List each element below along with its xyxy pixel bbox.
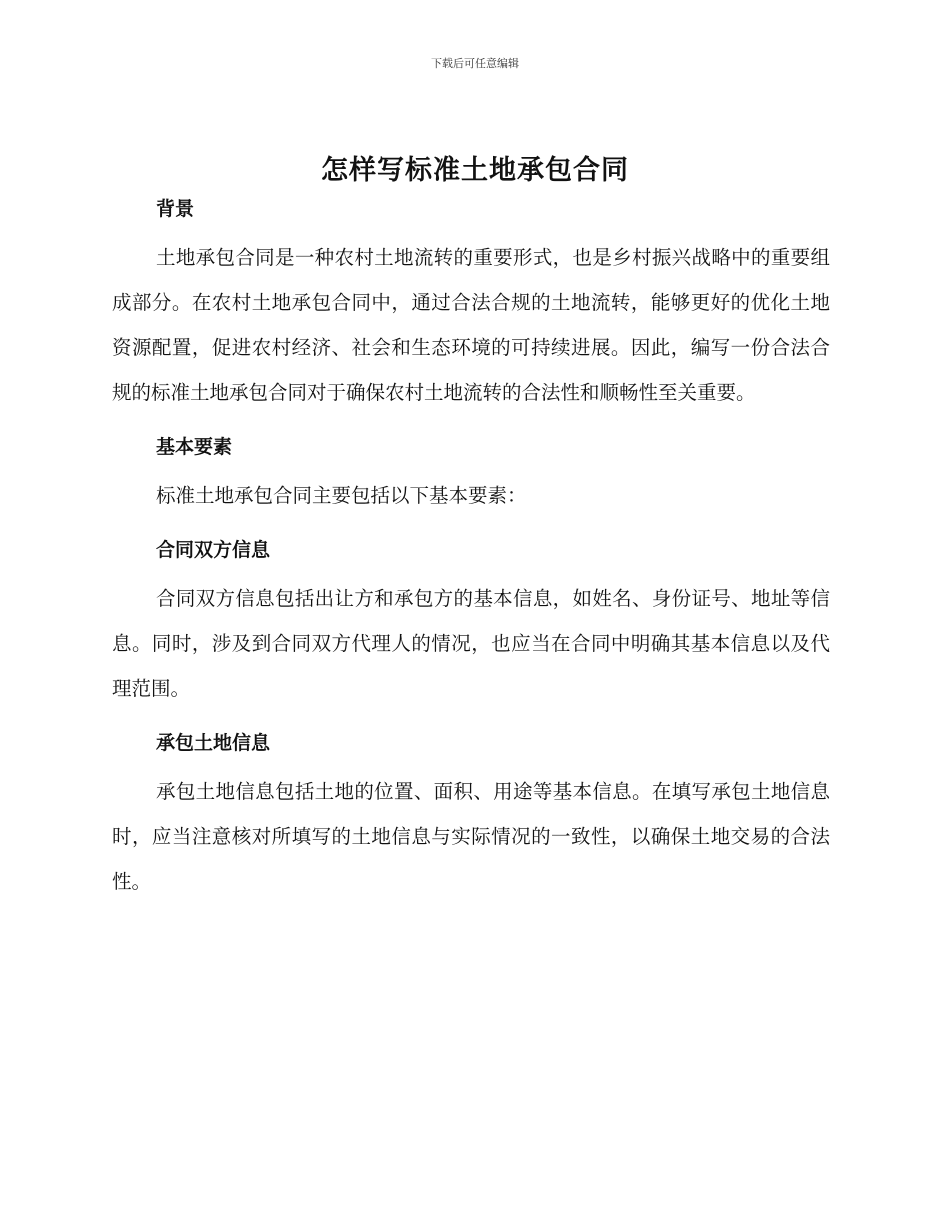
paragraph-background: 土地承包合同是一种农村土地流转的重要形式，也是乡村振兴战略中的重要组成部分。在农村土地承包合同中，通过合法合规的土地流转，能够更好的优化土地资源配置，促进农村经济、社会和生态环境的可持续进展。因此，编写一份合法合规的标准土地承包合同对于确保农村土地流转的合法性和顺畅性至关重要。 [112, 246, 830, 404]
section-heading-background: 背景 [156, 198, 195, 220]
document-body [112, 195, 830, 904]
header-note: 下载后可任意编辑 [431, 57, 519, 70]
paragraph-basic-elements: 标准土地承包合同主要包括以下基本要素： [156, 484, 527, 507]
paragraph-land-info: 承包土地信息包括土地的位置、面积、用途等基本信息。在填写承包土地信息时，应当注意核对所填写的土地信息与实际情况的一致性，以确保土地交易的合法性。 [112, 780, 830, 893]
section-heading-land-info: 承包土地信息 [156, 732, 271, 754]
section-heading-party-info: 合同双方信息 [156, 539, 271, 561]
document-title: 怎样写标准土地承包合同 [321, 155, 629, 186]
section-heading-basic-elements: 基本要素 [156, 436, 233, 458]
paragraph-party-info: 合同双方信息包括出让方和承包方的基本信息，如姓名、身份证号、地址等信息。同时，涉及到合同双方代理人的情况，也应当在合同中明确其基本信息以及代理范围。 [112, 587, 830, 700]
